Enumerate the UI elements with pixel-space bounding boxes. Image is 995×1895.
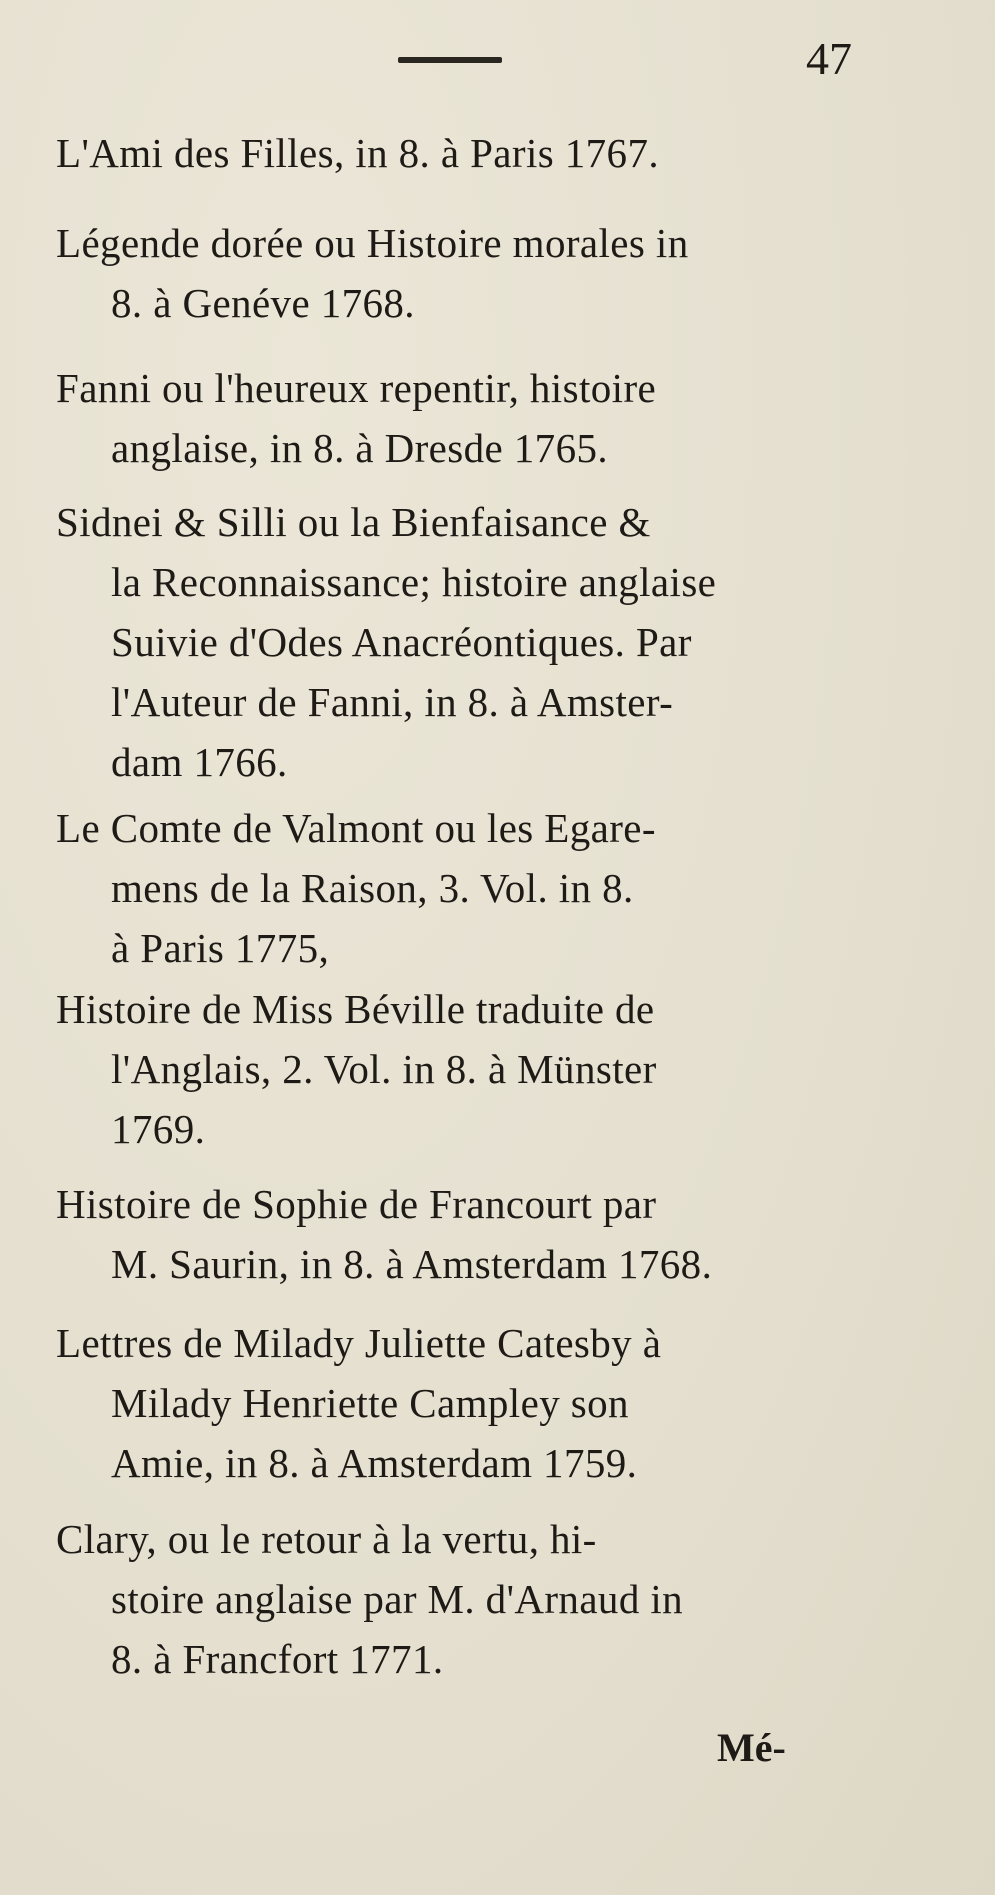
entry-line: Le Comte de Valmont ou les Egare- <box>56 805 656 851</box>
entry-line: Milady Henriette Campley son <box>111 1380 629 1426</box>
entry-line: Sidnei & Silli ou la Bienfaisance & <box>56 499 651 545</box>
bibliography-entry <box>56 213 856 333</box>
entry-line: l'Anglais, 2. Vol. in 8. à Münster <box>111 1046 657 1092</box>
bibliography-entry <box>56 798 856 978</box>
entry-line: 1769. <box>111 1106 206 1152</box>
bibliography-entry <box>56 492 856 792</box>
bibliography-entry <box>56 358 856 478</box>
entry-line: la Reconnaissance; histoire anglaise <box>111 559 717 605</box>
entry-line: M. Saurin, in 8. à Amsterdam 1768. <box>111 1241 713 1287</box>
entry-line: 8. à Genéve 1768. <box>111 280 415 326</box>
entry-line: dam 1766. <box>111 739 288 785</box>
entry-line: mens de la Raison, 3. Vol. in 8. <box>111 865 634 911</box>
catchword: Mé- <box>717 1725 786 1770</box>
entry-line: Suivie d'Odes Anacréontiques. Par <box>111 619 692 665</box>
entry-line: stoire anglaise par M. d'Arnaud in <box>111 1576 684 1622</box>
entry-line: Légende dorée ou Histoire morales in <box>56 220 689 266</box>
bibliography-entry <box>56 123 856 183</box>
bibliography-entry <box>56 1313 856 1493</box>
entry-line: Lettres de Milady Juliette Catesby à <box>56 1320 662 1366</box>
entry-line: Histoire de Sophie de Francourt par <box>56 1181 657 1227</box>
page-number: 47 <box>806 33 852 84</box>
entry-line: anglaise, in 8. à Dresde 1765. <box>111 425 609 471</box>
bibliography-entry <box>56 979 856 1159</box>
bibliography-entry <box>56 1174 856 1294</box>
entry-line: Clary, ou le retour à la vertu, hi- <box>56 1516 597 1562</box>
bibliography-entry <box>56 1509 856 1689</box>
header-rule <box>398 57 502 63</box>
entry-line: Fanni ou l'heureux repentir, histoire <box>56 365 657 411</box>
entry-line: L'Ami des Filles, in 8. à Paris 1767. <box>56 130 659 176</box>
entry-line: à Paris 1775, <box>111 925 330 971</box>
entry-line: l'Auteur de Fanni, in 8. à Amster- <box>111 679 674 725</box>
entry-line: 8. à Francfort 1771. <box>111 1636 444 1682</box>
entry-line: Histoire de Miss Béville traduite de <box>56 986 655 1032</box>
entry-line: Amie, in 8. à Amsterdam 1759. <box>111 1440 638 1486</box>
